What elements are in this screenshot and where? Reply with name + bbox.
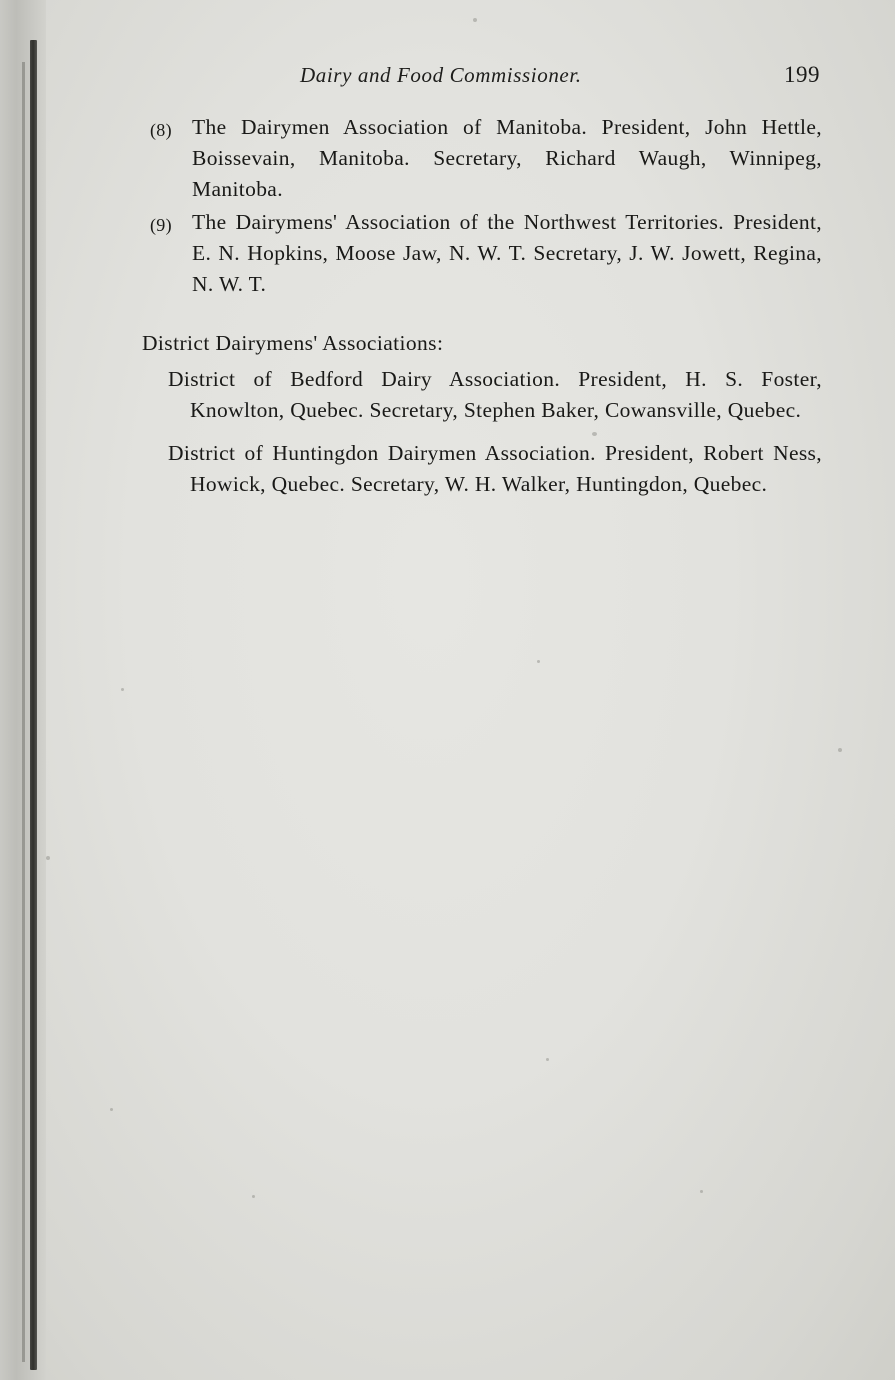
list-item-text: The Dairymen Association of Manitoba. President, John Hettle, Boissevain, Manitoba. Secretary, Richard Waugh, Winnipeg, Manitoba. [192,115,822,201]
body-text [142,112,822,512]
scan-speck [473,18,477,22]
scan-speck [700,1190,703,1193]
scan-speck [537,660,540,663]
page-number: 199 [784,62,820,87]
scan-speck [838,748,842,752]
list-item-marker: (8) [150,120,172,140]
scan-speck [46,856,50,860]
scan-speck [592,432,597,436]
list-item-marker: (9) [150,215,172,235]
page-header [120,62,820,88]
scan-speck [121,688,124,691]
list-item [150,207,822,300]
scan-speck [110,1108,113,1111]
district-entry: District of Bedford Dairy Association. President, H. S. Foster, Knowlton, Quebec. Secretary, Stephen Baker, Cowansville, Quebec. [168,367,822,422]
scan-speck [252,1195,255,1198]
list-item [150,112,822,205]
running-head: Dairy and Food Commissioner. [300,63,582,87]
list-item-text: The Dairymens' Association of the Northwest Territories. President, E. N. Hopkins, Moose Jaw, N. W. T. Secretary, J. W. Jowett, Regina, N. W. T. [192,210,822,296]
district-entry: District of Huntingdon Dairymen Association. President, Robert Ness, Howick, Quebec. Secretary, W. H. Walker, Huntingdon, Quebec. [168,441,822,496]
section-heading: District Dairymens' Associations: [142,331,444,355]
scan-speck [546,1058,549,1061]
